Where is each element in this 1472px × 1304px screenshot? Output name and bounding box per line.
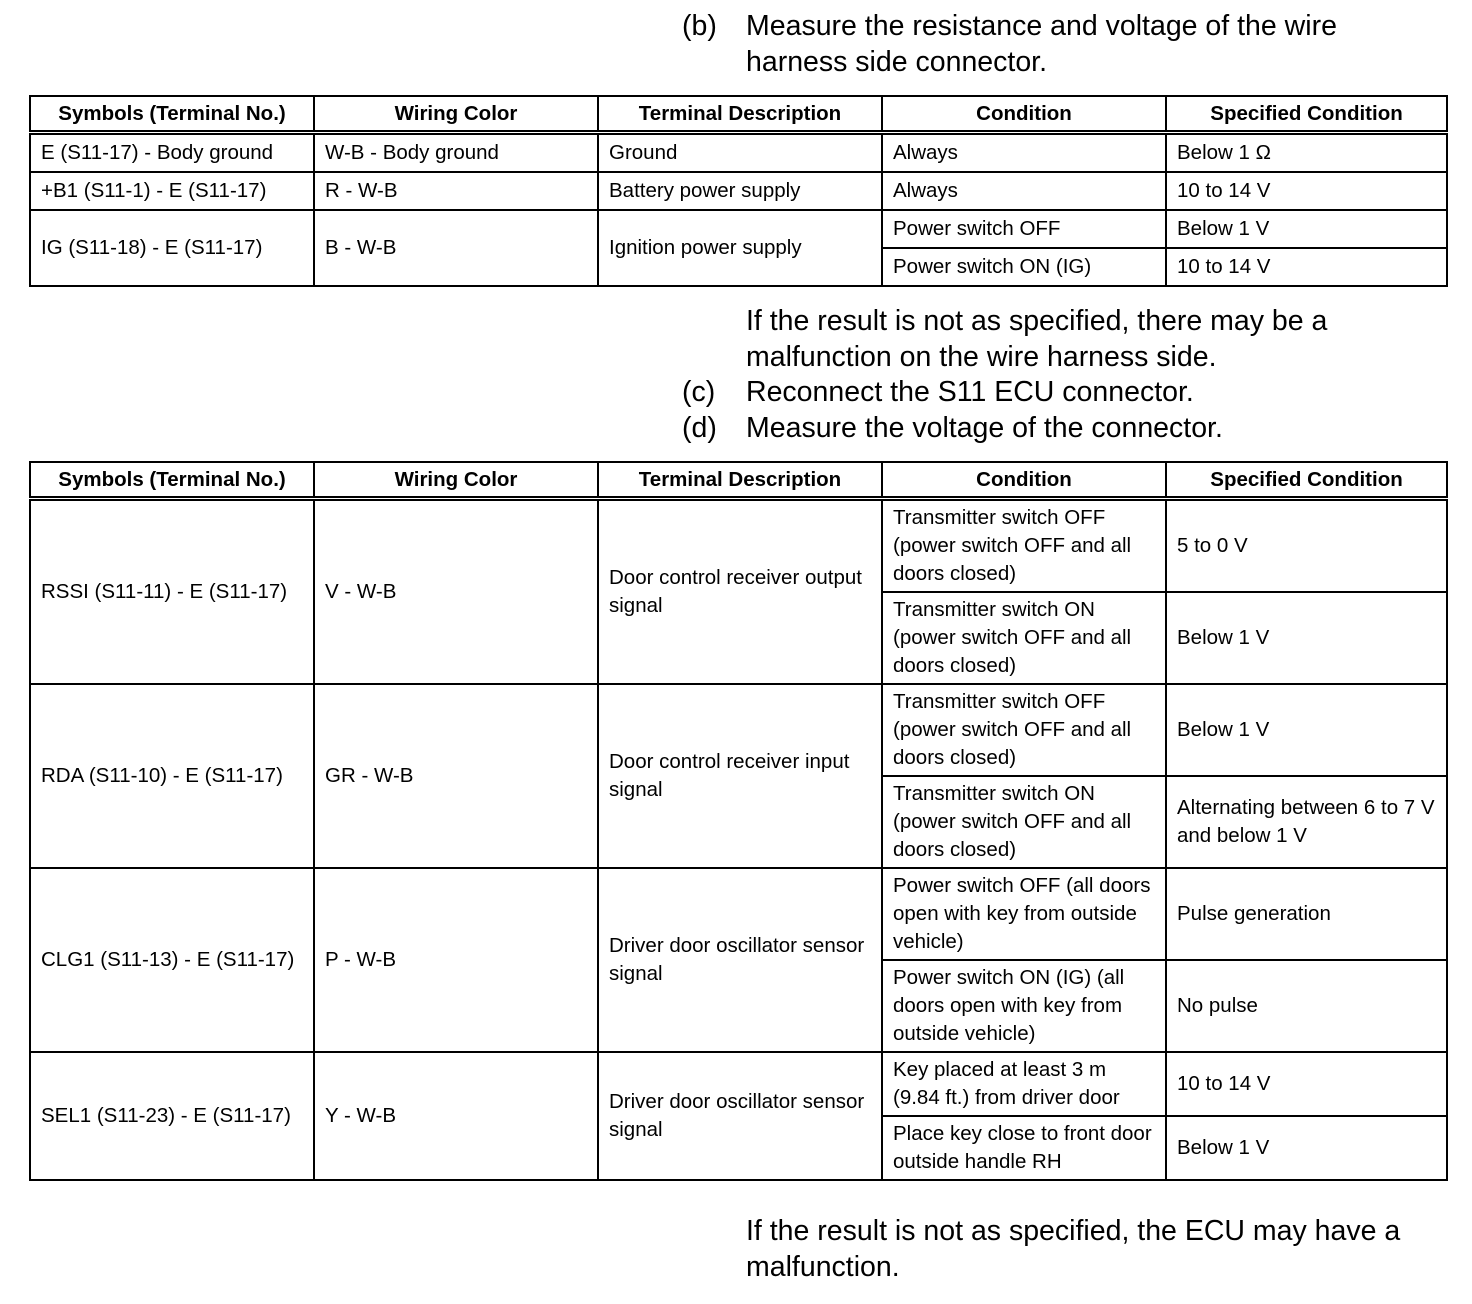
cell-cond: Place key close to front door outside handle RH: [882, 1116, 1166, 1180]
step-text: Measure the resistance and voltage of the wire harness side connector.: [746, 10, 1337, 78]
cell-desc: Door control receiver input signal: [598, 684, 882, 868]
cell-spec: Below 1 V: [1166, 592, 1447, 684]
cell-spec: 10 to 14 V: [1166, 172, 1447, 210]
header-specified-condition: Specified Condition: [1166, 96, 1447, 133]
cell-desc: Driver door oscillator sensor signal: [598, 868, 882, 1052]
step-text: Reconnect the S11 ECU connector.: [746, 376, 1194, 408]
header-wiring-color: Wiring Color: [314, 462, 598, 499]
cell-cond: Transmitter switch OFF (power switch OFF and all doors closed): [882, 684, 1166, 776]
cell-symbol: +B1 (S11-1) - E (S11-17): [30, 172, 314, 210]
cell-cond: Always: [882, 172, 1166, 210]
cell-cond: Power switch ON (IG) (all doors open with key from outside vehicle): [882, 960, 1166, 1052]
step-label: (b): [682, 10, 717, 42]
table-row: [30, 210, 1447, 248]
header-symbols: Symbols (Terminal No.): [30, 96, 314, 133]
cell-spec: Alternating between 6 to 7 V and below 1 V: [1166, 776, 1447, 868]
cell-cond: Transmitter switch ON (power switch OFF and all doors closed): [882, 592, 1166, 684]
table-row: [30, 684, 1447, 776]
header-specified-condition: Specified Condition: [1166, 462, 1447, 499]
cell-spec: No pulse: [1166, 960, 1447, 1052]
cell-spec: Below 1 Ω: [1166, 133, 1447, 173]
cell-symbol: E (S11-17) - Body ground: [30, 133, 314, 173]
cell-spec: 5 to 0 V: [1166, 499, 1447, 593]
step-text: Measure the voltage of the connector.: [746, 412, 1223, 444]
cell-cond: Power switch OFF (all doors open with key from outside vehicle): [882, 868, 1166, 960]
cell-color: R - W-B: [314, 172, 598, 210]
table-row: [30, 868, 1447, 960]
cell-cond: Key placed at least 3 m (9.84 ft.) from driver door: [882, 1052, 1166, 1116]
cell-symbol: RDA (S11-10) - E (S11-17): [30, 684, 314, 868]
table-row: [30, 133, 1447, 173]
note-harness-malfunction: If the result is not as specified, there may be a malfunction on the wire harness side.: [746, 305, 1328, 373]
cell-color: P - W-B: [314, 868, 598, 1052]
header-terminal-description: Terminal Description: [598, 462, 882, 499]
cell-color: Y - W-B: [314, 1052, 598, 1180]
cell-desc: Door control receiver output signal: [598, 499, 882, 685]
step-label: (c): [682, 376, 716, 408]
connector-voltage-table: [29, 461, 1448, 1181]
header-condition: Condition: [882, 462, 1166, 499]
header-symbols: Symbols (Terminal No.): [30, 462, 314, 499]
cell-color: W-B - Body ground: [314, 133, 598, 173]
cell-spec: Below 1 V: [1166, 1116, 1447, 1180]
step-label: (d): [682, 412, 717, 444]
cell-color: B - W-B: [314, 210, 598, 286]
cell-spec: 10 to 14 V: [1166, 248, 1447, 286]
cell-desc: Ground: [598, 133, 882, 173]
cell-spec: Below 1 V: [1166, 210, 1447, 248]
cell-color: V - W-B: [314, 499, 598, 685]
cell-spec: Below 1 V: [1166, 684, 1447, 776]
header-wiring-color: Wiring Color: [314, 96, 598, 133]
cell-color: GR - W-B: [314, 684, 598, 868]
cell-symbol: SEL1 (S11-23) - E (S11-17): [30, 1052, 314, 1180]
cell-cond: Power switch OFF: [882, 210, 1166, 248]
cell-spec: 10 to 14 V: [1166, 1052, 1447, 1116]
note-ecu-malfunction: If the result is not as specified, the ECU may have a malfunction.: [746, 1215, 1401, 1283]
cell-cond: Always: [882, 133, 1166, 173]
table-row: [30, 172, 1447, 210]
table-row: [30, 499, 1447, 593]
cell-symbol: CLG1 (S11-13) - E (S11-17): [30, 868, 314, 1052]
cell-spec: Pulse generation: [1166, 868, 1447, 960]
table-header-row: [30, 462, 1447, 499]
table-header-row: [30, 96, 1447, 133]
cell-symbol: RSSI (S11-11) - E (S11-17): [30, 499, 314, 685]
harness-check-table: [29, 95, 1448, 287]
header-condition: Condition: [882, 96, 1166, 133]
cell-cond: Power switch ON (IG): [882, 248, 1166, 286]
table-row: [30, 1052, 1447, 1116]
cell-desc: Ignition power supply: [598, 210, 882, 286]
header-terminal-description: Terminal Description: [598, 96, 882, 133]
cell-symbol: IG (S11-18) - E (S11-17): [30, 210, 314, 286]
cell-desc: Battery power supply: [598, 172, 882, 210]
cell-desc: Driver door oscillator sensor signal: [598, 1052, 882, 1180]
cell-cond: Transmitter switch ON (power switch OFF and all doors closed): [882, 776, 1166, 868]
cell-cond: Transmitter switch OFF (power switch OFF and all doors closed): [882, 499, 1166, 593]
